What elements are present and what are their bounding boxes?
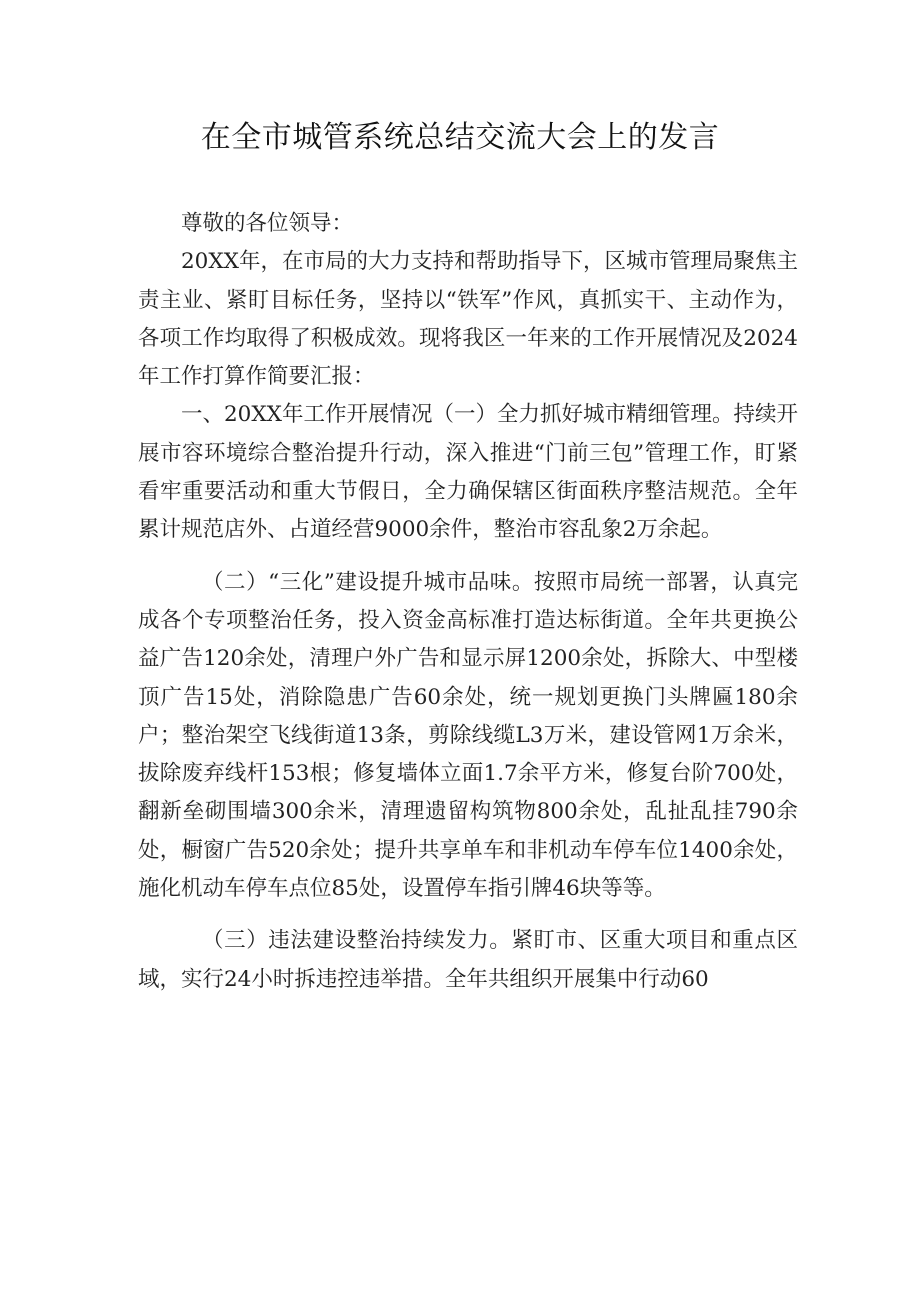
paragraph-intro: 20XX年，在市局的大力支持和帮助指导下，区城市管理局聚焦主责主业、紧盯目标任务，坚持以“铁军”作风，真抓实干、主动作为，各项工作均取得了积极成效。现将我区一年来的工作开展情况及2024年工作打算作简要汇报： — [138, 249, 798, 390]
paragraph-section-1: 一、20XX年工作开展情况（一）全力抓好城市精细管理。持续开展市容环境综合整治提升行动，深入推进“门前三包”管理工作，盯紧看牢重要活动和重大节假日，全力确保辖区街面秩序整洁规范。全年累计规范店外、占道经营9000余件，整治市容乱象2万余起。 — [138, 402, 798, 543]
document-title: 在全市城管系统总结交流大会上的发言 — [200, 120, 720, 155]
paragraph-section-2: （二）“三化”建设提升城市品味。按照市局统一部署，认真完成各个专项整治任务，投入资金高标准打造达标街道。全年共更换公益广告120余处，清理户外广告和显示屏1200余处，拆除大、中型楼顶广告15处，消除隐患广告60余处，统一规划更换门头牌匾180余户；整治架空飞线街道13条，剪除线缆L3万米，建设管网1万余米，拔除废弃线杆153根；修复墙体立面1.7余平方米，修复台阶700处，翻新垒砌围墙300余米，清理遗留构筑物800余处，乱扯乱挂790余处，橱窗广告520余处；提升共享单车和非机动车停车位1400余处，施化机动车停车点位85处，设置停车指引牌46块等等。 — [138, 569, 798, 902]
document-body — [138, 205, 798, 999]
salutation: 尊敬的各位领导： — [181, 211, 354, 236]
paragraph-section-3: （三）违法建设整治持续发力。紧盯市、区重大项目和重点区域，实行24小时拆违控违举措。全年共组织开展集中行动60 — [138, 928, 798, 992]
